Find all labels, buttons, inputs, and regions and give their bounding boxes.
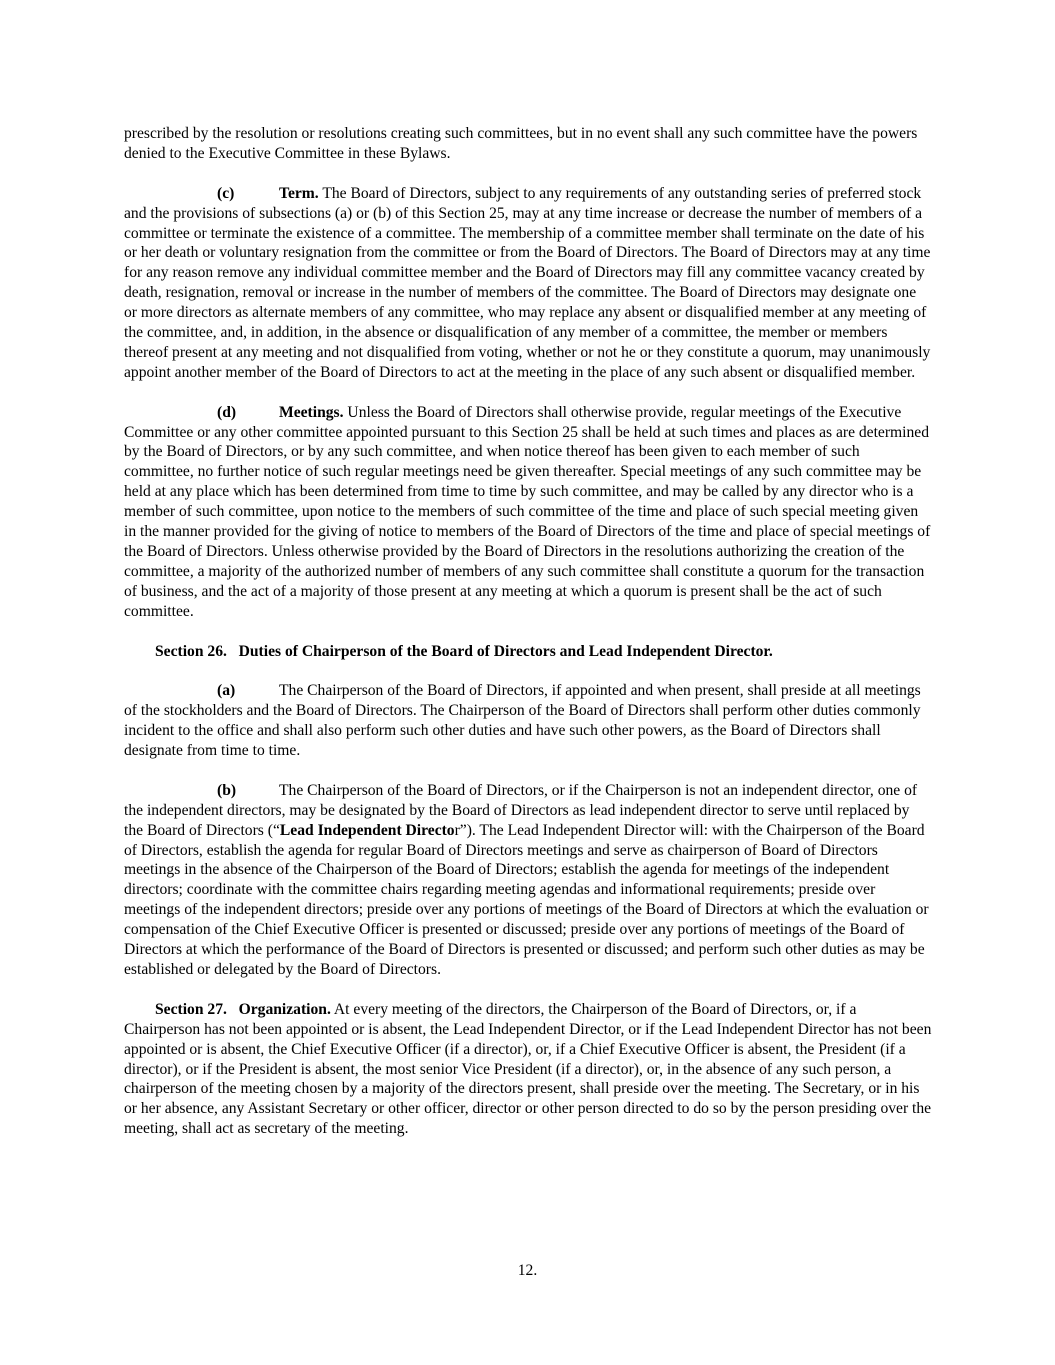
chairperson-text: The Chairperson of the Board of Directors, if appointed and when present, shall preside at all meetings of the stockholders and the Board of Directors. The Chairperson of the Board of Directors shall perform other duties commonly incident to the office and shall also perform such other duties and have such other powers, as the Board of Directors shall designate from time to time. bbox=[124, 682, 921, 760]
page-number: 12. bbox=[517, 1262, 538, 1279]
term-text: The Board of Directors, subject to any requirements of any outstanding series of preferred stock and the provisions of subsections (a) or (b) of this Section 25, may at any time increase or decrease the number of members of a committee or terminate the existence of a committee. The membership of a committee member shall terminate on the date of his or her death or voluntary resignation from the committee or from the Board of Directors. The Board of Directors may at any time for any reason remove any individual committee member and the Board of Directors may fill any committee vacancy created by death, resignation, removal or increase in the number of members of the committee. The Board of Directors may designate one or more directors as alternate members of any committee, who may replace any absent or disqualified member at any meeting of the committee, and, in addition, in the absence or disqualification of any member of a committee, the member or members thereof present at any meeting and not disqualified from voting, whether or not he or they constitute a quorum, may unanimously appoint another member of the Board of Directors to act at the meeting in the place of any such absent or disqualified member. bbox=[124, 184, 931, 381]
meetings-tag: (d) bbox=[217, 403, 237, 421]
term-heading: Term. bbox=[279, 184, 319, 202]
section-27-number: Section 27. bbox=[155, 1000, 227, 1018]
lead-director-tag: (b) bbox=[217, 781, 237, 799]
section-27-paragraph bbox=[124, 1000, 932, 1139]
meetings-heading: Meetings. bbox=[279, 403, 344, 421]
term-tag: (c) bbox=[217, 184, 235, 202]
chairperson-tag: (a) bbox=[217, 682, 236, 700]
section-26-heading bbox=[124, 642, 932, 662]
term-paragraph bbox=[124, 184, 932, 383]
meetings-text: Unless the Board of Directors shall otherwise provide, regular meetings of the Executive Committee or any other committee appointed pursuant to this Section 25 shall be held at such times and places as are determined by the Board of Directors, or by any such committee, and when notice thereof has been given to each member of such committee, no further notice of such regular meetings need be given thereafter. Special meetings of any such committee may be held at any place which has been determined from time to time by such committee, and may be called by any director who is a member of such committee, upon notice to the members of such committee of the time and place of such special meeting given in the manner provided for the giving of notice to members of the Board of Directors of the time and place of special meetings of the Board of Directors. Unless otherwise provided by the Board of Directors in the resolutions authorizing the creation of the committee, a majority of the authorized number of members of any such committee shall constitute a quorum for the transaction of business, and the act of a majority of those present at any meeting at which a quorum is present shall be the act of such committee. bbox=[124, 403, 931, 620]
lead-director-text-after: r”). The Lead Independent Director will: with the Chairperson of the Board of Directors, establish the agenda for regular Board of Directors meetings and serve as chairperson of Board of Directors meetings in the absence of the Chairperson of the Board of Directors; establish the agenda for meetings of the independent directors; coordinate with the committee chairs regarding meeting agendas and informational requirements; preside over meetings of the independent directors; preside over any portions of meetings of the Board of Directors at which the evaluation or compensation of the Chief Executive Officer is presented or discussed; preside over any portions of meetings of the Board of Directors at which the performance of the Board of Directors is presented or discussed; and perform such other duties as may be established or delegated by the Board of Directors. bbox=[124, 821, 929, 978]
document-page bbox=[124, 124, 932, 1159]
section-26-title: Duties of Chairperson of the Board of Directors and Lead Independent Director. bbox=[238, 642, 773, 660]
lead-director-paragraph bbox=[124, 781, 932, 980]
meetings-paragraph bbox=[124, 403, 932, 622]
section-26-number: Section 26. bbox=[155, 642, 227, 660]
lead-director-text-before: The Chairperson of the Board of Directors, or if the Chairperson is not an independent director, one of the independent directors, may be designated by the Board of Directors as lead independent director to serve until replaced by the Board of Directors (“ bbox=[124, 781, 918, 839]
lead-director-defined-term: Lead Independent Directo bbox=[279, 821, 455, 839]
section-27-title: Organization. bbox=[238, 1000, 331, 1018]
intro-paragraph: prescribed by the resolution or resolutions creating such committees, but in no event shall any such committee have the powers denied to the Executive Committee in these Bylaws. bbox=[124, 125, 918, 162]
section-27-text: At every meeting of the directors, the Chairperson of the Board of Directors, or, if a Chairperson has not been appointed or is absent, the Lead Independent Director, or if the Lead Independent Director has not been appointed or is absent, the Chief Executive Officer (if a director), or, if a Chief Executive Officer is absent, the President (if a director), or if the President is absent, the most senior Vice President (if a director), or, in the absence of any such person, a chairperson of the meeting chosen by a majority of the directors present, shall preside over the meeting. The Secretary, or in his or her absence, any Assistant Secretary or other officer, director or other person directed to do so by the person presiding over the meeting, shall act as secretary of the meeting. bbox=[124, 1000, 932, 1138]
chairperson-paragraph bbox=[124, 681, 932, 761]
